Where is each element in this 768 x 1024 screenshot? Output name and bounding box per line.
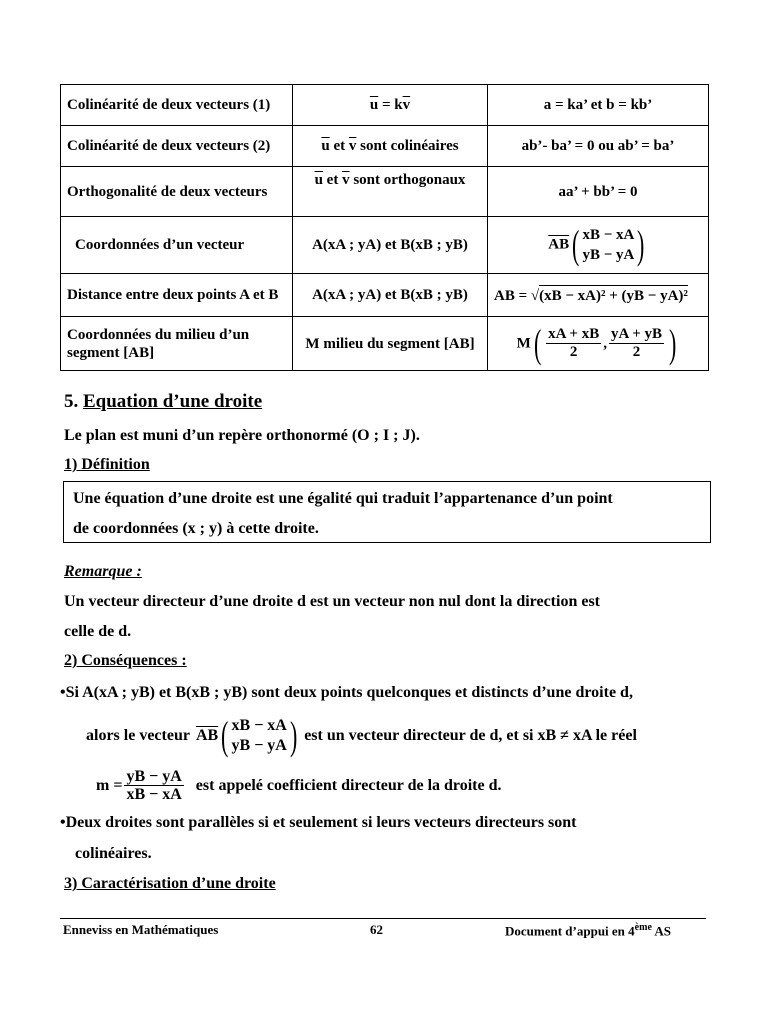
table-row <box>61 126 709 167</box>
table-cell-label: Colinéarité de deux vecteurs (2) <box>61 126 293 167</box>
table-cell-condition <box>293 167 488 217</box>
footer-right-pre: Document d’appui en 4 <box>505 923 635 939</box>
bullet-2-line-2: colinéaires. <box>75 845 152 862</box>
table-row <box>61 85 709 126</box>
bullet-icon: • <box>60 814 66 831</box>
denominator-x: 2 <box>569 344 578 360</box>
footer-page-number: 62 <box>370 922 383 937</box>
table-cell-formula: aa’ + bb’ = 0 <box>488 167 709 217</box>
equals-k: = k <box>378 97 403 113</box>
numerator-x: xA + xB <box>548 326 600 342</box>
right-paren: ) <box>637 222 645 267</box>
left-paren: ( <box>533 320 542 366</box>
slope-fraction <box>124 768 183 803</box>
remark-line-2: celle de d. <box>64 623 132 640</box>
vector-conclusion: est un vecteur directeur de d, et si xB ≠ xA le réel <box>304 727 637 744</box>
numerator-y: yA + yB <box>610 326 663 342</box>
table-cell-condition <box>293 85 488 126</box>
table-row <box>61 274 709 317</box>
table-cell-formula <box>488 217 709 274</box>
definition-heading: 1) Définition <box>64 456 150 473</box>
definition-line-1: Une équation d’une droite est une égalité qui traduit l’appartenance d’un point <box>73 490 613 507</box>
right-paren: ) <box>289 713 298 758</box>
definition-box <box>63 481 711 543</box>
slope-denominator: xB − xA <box>126 786 182 803</box>
coordinate-y: yB − yA <box>582 247 635 263</box>
coordinate-column <box>582 225 634 265</box>
table-cell-formula: M( $\frac{xA + xB}{2}$ , $\frac{yA + yB}{2}$ ) <box>488 317 709 371</box>
slope-lhs: m = <box>96 776 123 794</box>
bullet-icon: • <box>60 684 66 701</box>
vector-v: $\overline{v}$ <box>342 172 350 188</box>
coordinate-x: xB − xA <box>582 227 635 243</box>
midpoint-label: M <box>516 334 531 351</box>
bullet-2-line-1 <box>60 814 577 832</box>
conjunction: et <box>329 138 349 154</box>
slope-line <box>96 768 502 803</box>
vector-ab: $\overline{AB}$ <box>195 727 219 744</box>
coordinate-x: xB − xA <box>231 717 287 734</box>
table-cell-condition: M milieu du segment [AB] <box>293 317 488 371</box>
table-row <box>61 317 709 371</box>
remark-heading: Remarque : <box>64 563 142 580</box>
bullet-1-line-1 <box>60 684 633 702</box>
sqrt-sign: √ <box>530 288 540 304</box>
right-paren: ) <box>669 320 677 366</box>
left-paren: ( <box>221 713 229 758</box>
fraction-x <box>546 326 601 361</box>
coordinate-y: yB − yA <box>231 737 287 754</box>
table-cell-condition: A(xA ; yA) et B(xB ; yB) <box>293 274 488 317</box>
fraction-y <box>609 326 664 361</box>
section-number: 5. <box>64 391 79 412</box>
vector-intro: alors le vecteur <box>86 727 190 744</box>
vector-u: $\overline{u}$ <box>321 138 330 154</box>
table-row <box>61 217 709 274</box>
table-cell-formula: ab’- ba’ = 0 ou ab’ = ba’ <box>488 126 709 167</box>
condition-text: sont orthogonaux <box>349 172 466 188</box>
table-cell-formula: a = ka’ et b = kb’ <box>488 85 709 126</box>
left-paren: ( <box>572 222 580 267</box>
vector-v: $\overline{v}$ <box>348 138 357 154</box>
bullet-1-vector-line <box>86 713 637 758</box>
vector-u: $\overline{u}$ <box>314 172 323 188</box>
remark-line-1: Un vecteur directeur d’une droite d est un vecteur non nul dont la direction est <box>64 593 600 610</box>
distance-lhs: AB = <box>494 288 528 304</box>
bullet-1-text: Si A(xA ; yB) et B(xB ; yB) sont deux points quelconques et distincts d’une droite d, <box>65 684 633 701</box>
denominator-y: 2 <box>632 344 641 360</box>
conjunction: et <box>322 172 343 188</box>
table-cell-label: Distance entre deux points A et B <box>61 274 293 317</box>
slope-numerator: yB − yA <box>126 768 182 785</box>
table-cell-label: Coordonnées d’un vecteur <box>61 217 293 274</box>
table-cell-label: Colinéarité de deux vecteurs (1) <box>61 85 293 126</box>
characterization-heading: 3) Caractérisation d’une droite <box>64 875 276 892</box>
table-cell-condition <box>293 126 488 167</box>
bullet-2-text: Deux droites sont parallèles si et seulement si leurs vecteurs directeurs sont <box>65 814 577 831</box>
section-heading <box>64 391 262 413</box>
table-cell-condition: A(xA ; yA) et B(xB ; yB) <box>293 217 488 274</box>
section-title: Equation d’une droite <box>83 391 263 412</box>
plan-text: Le plan est muni d’un repère orthonormé (O ; I ; J). <box>64 427 420 444</box>
footer-right <box>505 922 671 939</box>
footer-right-post: AS <box>651 923 672 939</box>
footer-right-sup: ème <box>634 922 652 933</box>
table-cell-label: Orthogonalité de deux vecteurs <box>61 167 293 217</box>
table-row <box>61 167 709 217</box>
coordinate-column <box>232 716 287 756</box>
vector-u: $\overline{u}$ <box>369 97 379 113</box>
footer-left: Enneviss en Mathématiques <box>63 922 219 937</box>
table-cell-label: Coordonnées du milieu d’un segment [AB] <box>61 317 293 371</box>
slope-text: est appelé coefficient directeur de la droite d. <box>195 776 502 794</box>
condition-text: sont colinéaires <box>356 138 459 154</box>
radicand: (xB − xA)² + (yB − yA)² <box>539 285 688 305</box>
table-cell-formula <box>488 274 709 317</box>
footer-divider <box>60 918 706 919</box>
definition-line-2: de coordonnées (x ; y) à cette droite. <box>73 520 319 537</box>
vector-ab: $\overline{AB}$ <box>548 236 570 253</box>
vector-v: $\overline{v}$ <box>402 97 411 113</box>
formula-table <box>60 84 709 371</box>
consequences-heading: 2) Conséquences : <box>64 652 187 669</box>
